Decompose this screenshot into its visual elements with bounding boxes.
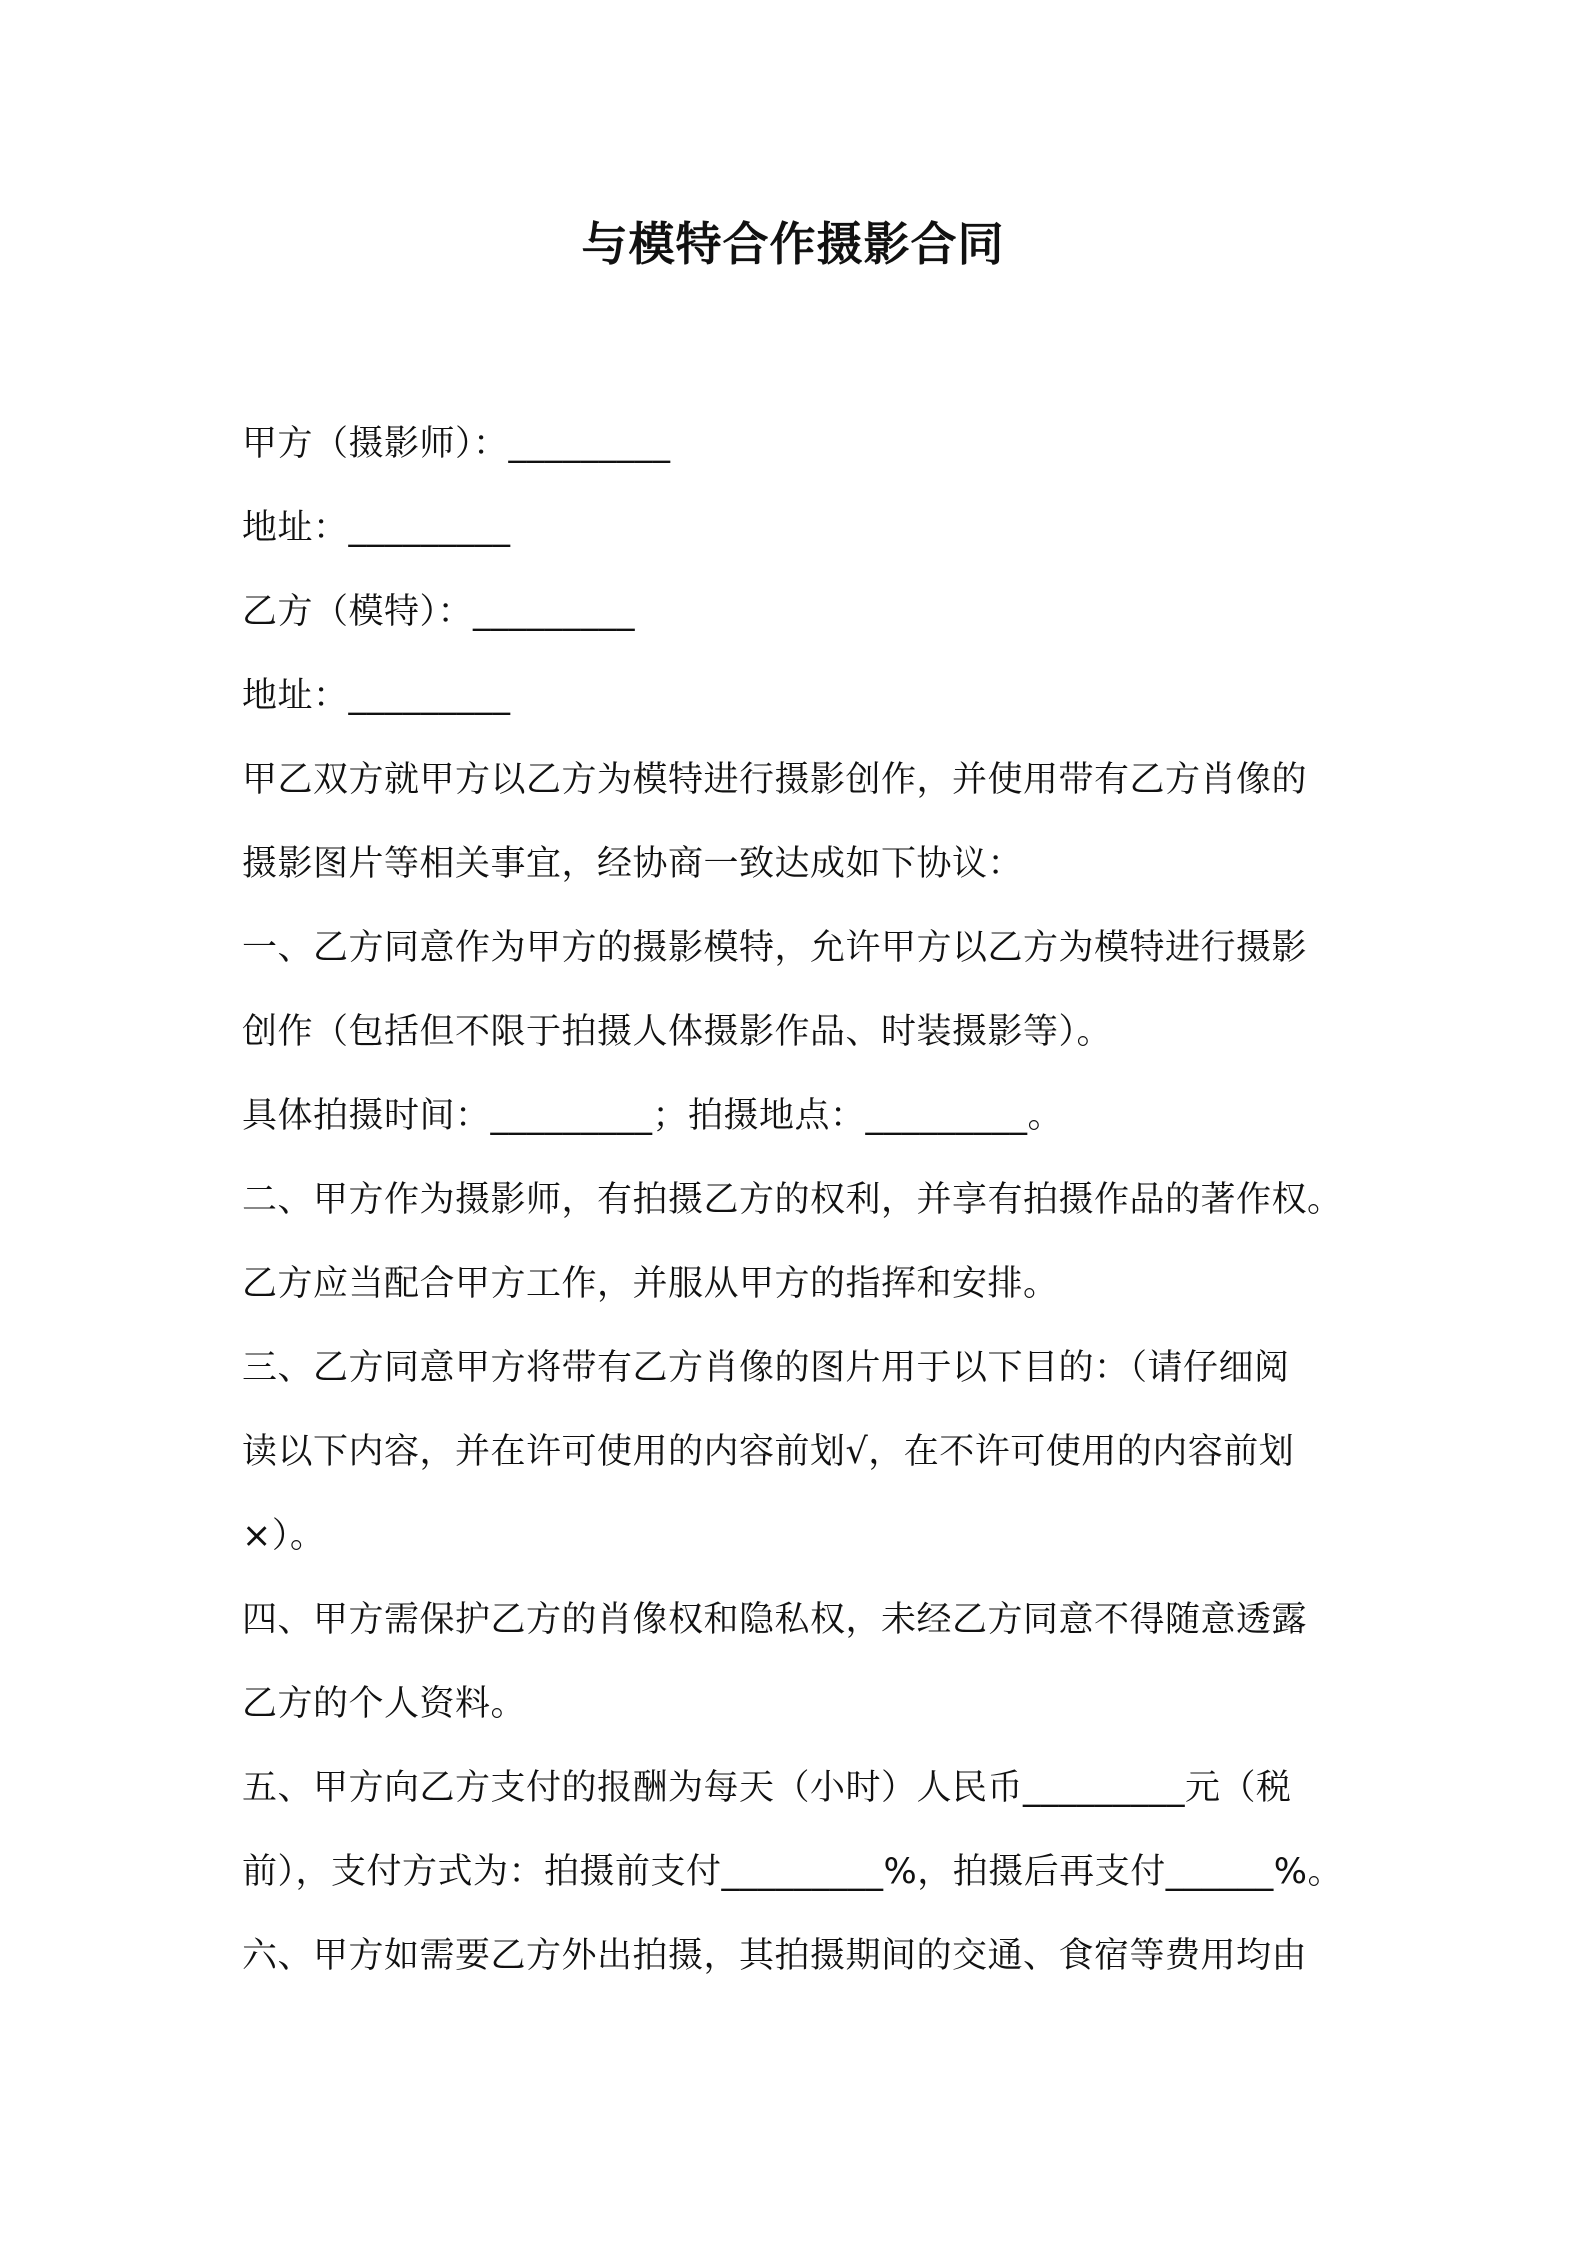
clause-2-line-2: 乙方应当配合甲方工作，并服从甲方的指挥和安排。 (242, 1264, 1059, 1304)
clause-1-line-1: 一、乙方同意作为甲方的摄影模特，允许甲方以乙方为模特进行摄影 (242, 928, 1308, 968)
party-a-line: 甲方（摄影师）：_________ (242, 424, 671, 464)
party-b-line: 乙方（模特）：_________ (242, 592, 636, 632)
preamble-line-2: 摄影图片等相关事宜，经协商一致达成如下协议： (242, 844, 1024, 884)
clause-3-line-1: 三、乙方同意甲方将带有乙方肖像的图片用于以下目的：（请仔细阅 (242, 1348, 1290, 1388)
clause-4-line-2: 乙方的个人资料。 (242, 1684, 527, 1724)
party-a-address-line: 地址：_________ (242, 508, 511, 548)
contract-body (242, 402, 1362, 1998)
clause-4-line-1: 四、甲方需保护乙方的肖像权和隐私权，未经乙方同意不得随意透露 (242, 1600, 1308, 1640)
clause-1-line-2: 创作（包括但不限于拍摄人体摄影作品、时装摄影等）。 (242, 1012, 1113, 1052)
clause-1-schedule-line: 具体拍摄时间：_________；拍摄地点：_________。 (242, 1096, 1064, 1136)
preamble-line-1: 甲乙双方就甲方以乙方为模特进行摄影创作，并使用带有乙方肖像的 (242, 760, 1308, 800)
contract-title: 与模特合作摄影合同 (581, 217, 1005, 271)
clause-2-line-1: 二、甲方作为摄影师，有拍摄乙方的权利，并享有拍摄作品的著作权。 (242, 1180, 1343, 1220)
clause-5-line-2: 前），支付方式为：拍摄前支付_________%，拍摄后再支付______%。 (242, 1852, 1344, 1892)
party-b-address-line: 地址：_________ (242, 676, 511, 716)
clause-5-line-1: 五、甲方向乙方支付的报酬为每天（小时）人民币_________元（税 (242, 1768, 1292, 1808)
clause-3-line-2: 读以下内容，并在许可使用的内容前划√，在不许可使用的内容前划 (242, 1432, 1295, 1472)
clause-3-line-3: ×）。 (242, 1516, 326, 1556)
clause-6-line-1: 六、甲方如需要乙方外出拍摄，其拍摄期间的交通、食宿等费用均由 (242, 1936, 1308, 1976)
